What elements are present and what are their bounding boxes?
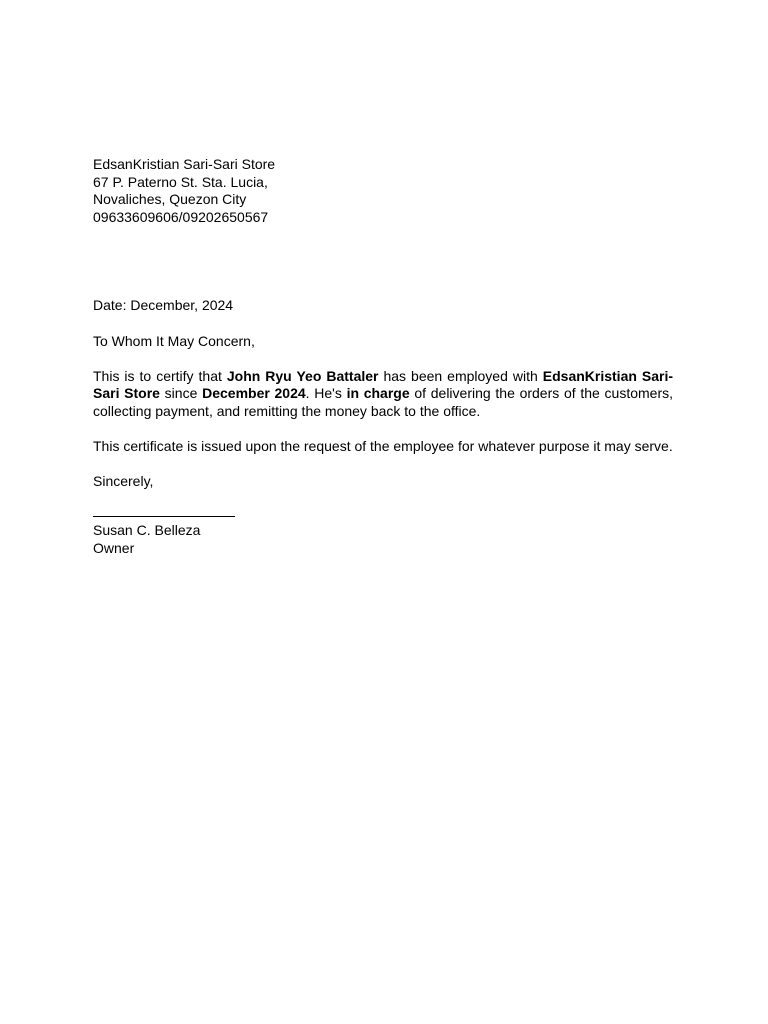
p1-text-1: This is to certify that	[93, 367, 227, 384]
p1-text-3: since	[159, 385, 203, 402]
p1-text-5: of delivering the orders of the customers, collecting payment, and remitting the money back to the office.	[93, 385, 673, 419]
employee-name: John Ryu Yeo Battaler	[226, 367, 379, 384]
company-name: EdsanKristian Sari-Sari Store	[93, 367, 674, 402]
letter-content	[93, 156, 673, 557]
body-paragraph-1	[93, 368, 673, 421]
salutation: To Whom It May Concern,	[93, 332, 255, 349]
signatory-block	[93, 522, 673, 557]
sender-phone: 09633609606/09202650567	[93, 208, 269, 225]
signatory-name: Susan C. Belleza	[93, 521, 201, 538]
sender-name: EdsanKristian Sari-Sari Store	[93, 156, 276, 172]
since-date: December 2024	[202, 385, 306, 402]
signatory-title: Owner	[93, 539, 135, 556]
p1-text-4: . He's	[305, 385, 347, 402]
role-phrase: in charge	[346, 385, 410, 402]
closing: Sincerely,	[93, 473, 154, 490]
sender-address-line2: Novaliches, Quezon City	[93, 191, 247, 208]
p1-text-2: has been employed with	[378, 367, 543, 384]
letter-date: Date: December, 2024	[93, 297, 234, 314]
signature-line	[93, 508, 235, 517]
sender-address-line1: 67 P. Paterno St. Sta. Lucia,	[93, 173, 268, 190]
sender-address-block	[93, 156, 673, 226]
body-paragraph-2: This certificate is issued upon the request of the employee for whatever purpose it may serve.	[93, 438, 673, 455]
